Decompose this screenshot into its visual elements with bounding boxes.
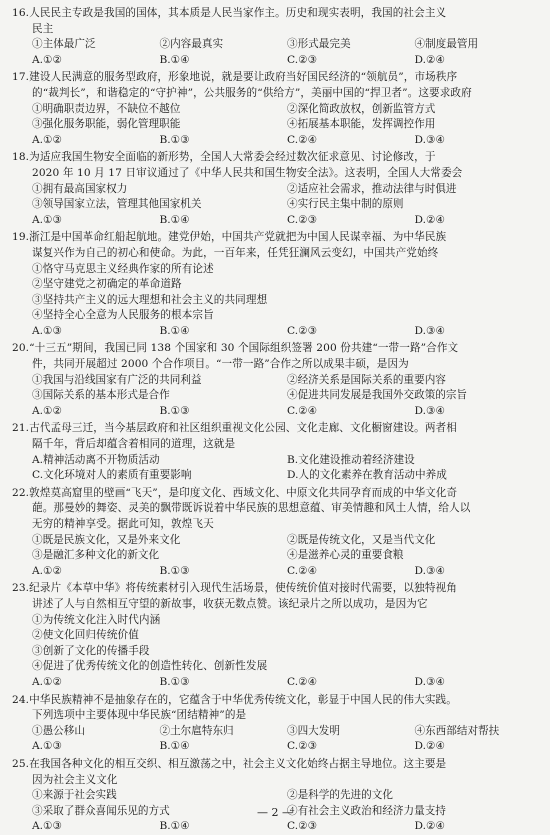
statement-option: ①来源于社会实践 [32, 789, 117, 802]
statement-options [12, 533, 542, 549]
answer-choice: A.①③ [32, 324, 63, 337]
statement-option: ②既是传统文化，又是当代文化 [287, 533, 436, 546]
statement-option: ③国际关系的基本形式是合作 [32, 389, 170, 402]
answer-choices [12, 564, 542, 580]
statement-option: ①我国与沿线国家有广泛的共同利益 [32, 373, 202, 386]
statement-option: ①明确职责边界，不缺位不越位 [32, 102, 181, 115]
statement-option: ②经济关系是国际关系的重要内容 [287, 373, 446, 386]
statement-option: ②土尔扈特东归 [159, 724, 234, 737]
answer-choices [12, 53, 542, 69]
question-stem: 20.“十三五”期间，我国已同 138 个国家和 30 个国际组织签署 200 份共建“一带一路”合作文 [12, 342, 459, 355]
question-24 [12, 693, 542, 755]
answer-choice: D.③④ [414, 675, 445, 688]
statement-options [12, 388, 542, 404]
answer-choice: C.②④ [287, 404, 318, 417]
statement-option: ①主体最广泛 [32, 38, 96, 51]
answer-choice: D.③④ [414, 564, 445, 577]
question-21 [12, 421, 542, 483]
statement-option: ③形式最完美 [287, 38, 351, 51]
question-20 [12, 341, 542, 419]
answer-choices [12, 404, 542, 420]
question-stem: 讲述了人与自然相互守望的新故事，收获无数点赞。该纪录片之所以成功，是因为它 [32, 597, 428, 610]
answer-choice: B.①③ [159, 564, 190, 577]
answer-choice: B.①④ [159, 820, 190, 833]
statement-option: ①愚公移山 [32, 724, 85, 737]
answer-choices [12, 819, 542, 835]
statement-option: ③强化服务职能，弱化管理职能 [32, 118, 181, 131]
answer-choice: A.①③ [32, 820, 63, 833]
answer-choice: B.文化建设推动着经济建设 [287, 453, 415, 466]
answer-choice: A.①③ [32, 213, 63, 226]
statement-options [12, 548, 542, 564]
answer-choice: B.①④ [159, 740, 190, 753]
question-22 [12, 486, 542, 580]
statement-option: ③四大发明 [287, 724, 340, 737]
answer-choices [12, 675, 542, 691]
answer-choices [12, 133, 542, 149]
question-17 [12, 70, 542, 148]
statement-options [12, 724, 542, 740]
answer-choice: D.③④ [414, 133, 445, 146]
answer-choice: B.①③ [159, 133, 190, 146]
answer-choice: D.③④ [414, 404, 445, 417]
question-stem: 24.中华民族精神不是抽象存在的，它蕴含于中华优秀传统文化，彰显于中国人民的伟大实践。 [12, 693, 457, 706]
statement-option: ②深化简政放权，创新监管方式 [287, 102, 436, 115]
statement-option: ④制度最管用 [414, 38, 479, 51]
answer-choice: C.②③ [287, 740, 318, 753]
answer-choices [12, 453, 542, 469]
question-stem: 16.人民民主专政是我国的国体，其本质是人民当家作主。历史和现实表明，我国的社会主义 [12, 7, 447, 19]
statement-option: ①恪守马克思主义经典作家的所有论述 [32, 262, 214, 275]
statement-option: ④东西部结对帮扶 [414, 724, 500, 737]
statement-option: ②坚守建党之初确定的革命道路 [32, 278, 182, 291]
answer-choice: C.②③ [287, 324, 318, 337]
statement-option: ①既是民族文化，又是外来文化 [32, 533, 181, 546]
question-23 [12, 581, 542, 690]
answer-choice: A.精神活动离不开物质活动 [32, 453, 160, 466]
statement-option: ④坚持全心全意为人民服务的根本宗旨 [32, 309, 214, 322]
question-18 [12, 150, 542, 228]
statement-option: ④实行民主集中制的原则 [287, 198, 404, 211]
question-stem: 隔千年，背后却蕴含着相同的道理，这就是 [32, 438, 236, 451]
question-stem: 2020 年 10 月 17 日审议通过了《中华人民共和国生物安全法》。这表明，全国人大常委会 [32, 166, 463, 179]
statement-option: ②使文化回归传统价值 [32, 629, 139, 642]
statement-option: ③是融汇多种文化的新文化 [32, 549, 160, 562]
answer-choice: B.①③ [159, 675, 190, 688]
statement-option: ③领导国家立法，管理其他国家机关 [32, 198, 202, 211]
answer-choice: D.②④ [414, 213, 445, 226]
answer-choice: C.文化环境对人的素质有重要影响 [32, 469, 192, 482]
answer-choice: D.②④ [414, 740, 445, 753]
answer-choice: B.①④ [159, 213, 190, 226]
answer-choice: B.①④ [159, 53, 190, 66]
answer-choices [12, 213, 542, 229]
answer-choice: A.①② [32, 53, 63, 66]
statement-options [12, 788, 542, 804]
answer-choice: A.①② [32, 133, 63, 146]
question-stem: 22.敦煌莫高窟里的壁画“飞天”，是印度文化、西域文化、中原文化共同孕育而成的中华文化奇 [12, 486, 458, 499]
answer-choice: B.①③ [159, 404, 190, 417]
statement-option: ②是科学的先进的文化 [287, 789, 393, 802]
statement-options [12, 373, 542, 389]
answer-choices [12, 468, 542, 484]
answer-choice: D.②④ [414, 820, 445, 833]
question-stem: 葩。那曼妙的舞姿、灵美的飘带既诉说着中华民族的思想意蕴、审美情趣和风土人情，给人以 [32, 502, 471, 515]
answer-choice: C.②③ [287, 820, 318, 833]
answer-choice: C.②③ [287, 213, 318, 226]
answer-choice: A.①② [32, 675, 63, 688]
statement-option: ②适应社会需求，推动法律与时俱进 [287, 182, 457, 195]
question-stem: 下列选项中主要体现中华民族“团结精神”的是 [32, 709, 247, 722]
statement-option: ④是滋养心灵的重要食粮 [287, 549, 404, 562]
statement-option: ③创新了文化的传播手段 [32, 644, 150, 657]
statement-options [12, 117, 542, 133]
statement-option: ③坚持共产主义的远大理想和社会主义的共同理想 [32, 293, 268, 306]
statement-option: ④有社会主义政治和经济力量支持 [287, 804, 446, 817]
question-stem: 民主 [32, 22, 54, 35]
question-stem: 无穷的精神享受。据此可知，敦煌飞天 [32, 518, 214, 530]
answer-choice: A.①② [32, 564, 63, 577]
answer-choice: C.②④ [287, 675, 318, 688]
statement-option: ③采取了群众喜闻乐见的方式 [32, 804, 170, 817]
question-stem: 的“裁判长”，和谐稳定的“守护神”，公共服务的“供给方”，美丽中国的“捍卫者”。这要求政府 [32, 86, 472, 99]
question-stem: 18.为适应我国生物安全面临的新形势，全国人大常委会经过数次征求意见、讨论修改，于 [12, 151, 436, 164]
answer-choice: C.②④ [287, 564, 318, 577]
answer-choice: D.②④ [414, 53, 445, 66]
question-stem: 25.在我国各种文化的相互交织、相互激荡之中，社会主义文化始终占据主导地位。这主要是 [12, 757, 447, 770]
statement-option: ④促进共同发展是我国外交政策的宗旨 [287, 389, 468, 402]
page-number: — 2 — [257, 806, 293, 819]
answer-choices [12, 739, 542, 755]
answer-choice: D.③④ [414, 324, 445, 337]
question-16 [12, 6, 542, 68]
answer-choice: B.①④ [159, 324, 190, 337]
answer-choice: A.①③ [32, 740, 63, 753]
statement-options [12, 37, 542, 53]
question-stem: 17.建设人民满意的服务型政府，形象地说，就是要让政府当好国民经济的“领航员”，市场秩序 [12, 71, 458, 84]
statement-options [12, 182, 542, 198]
question-19 [12, 230, 542, 339]
statement-option: ②内容最真实 [159, 38, 224, 51]
answer-choices [12, 324, 542, 340]
answer-choice: C.②③ [287, 53, 318, 66]
statement-options [12, 197, 542, 213]
answer-choice: A.①② [32, 404, 63, 417]
question-stem: 19.浙江是中国革命红船起航地。建党伊始，中国共产党就把为中国人民谋幸福、为中华民族 [12, 231, 447, 244]
statement-option: ④促进了优秀传统文化的创造性转化、创新性发展 [32, 660, 268, 673]
question-stem: 因为社会主义文化 [32, 773, 118, 786]
statement-option: ①拥有最高国家权力 [32, 182, 128, 195]
statement-options [12, 102, 542, 118]
answer-choice: C.②④ [287, 133, 318, 146]
question-stem: 21.古代孟母三迁，当今基层政府和社区组织重视文化公园、文化走廊、文化橱窗建设。两者相 [12, 422, 457, 435]
statement-option: ④拓展基本职能，发挥调控作用 [287, 118, 436, 131]
question-stem: 23.纪录片《本草中华》将传统素材引入现代生活场景，使传统价值对接时代需要，以独特视角 [12, 582, 457, 595]
answer-choice: D.人的文化素养在教育活动中养成 [287, 469, 447, 482]
question-stem: 件，共同开展超过 2000 个合作项目。“一带一路”合作之所以成果丰硕，是因为 [32, 358, 409, 371]
statement-option: ①为传统文化注入时代内涵 [32, 613, 161, 626]
question-stem: 谋复兴作为自己的初心和使命。为此，一百年来，任凭狂澜风云变幻，中国共产党始终 [32, 246, 439, 259]
question-25 [12, 757, 542, 835]
